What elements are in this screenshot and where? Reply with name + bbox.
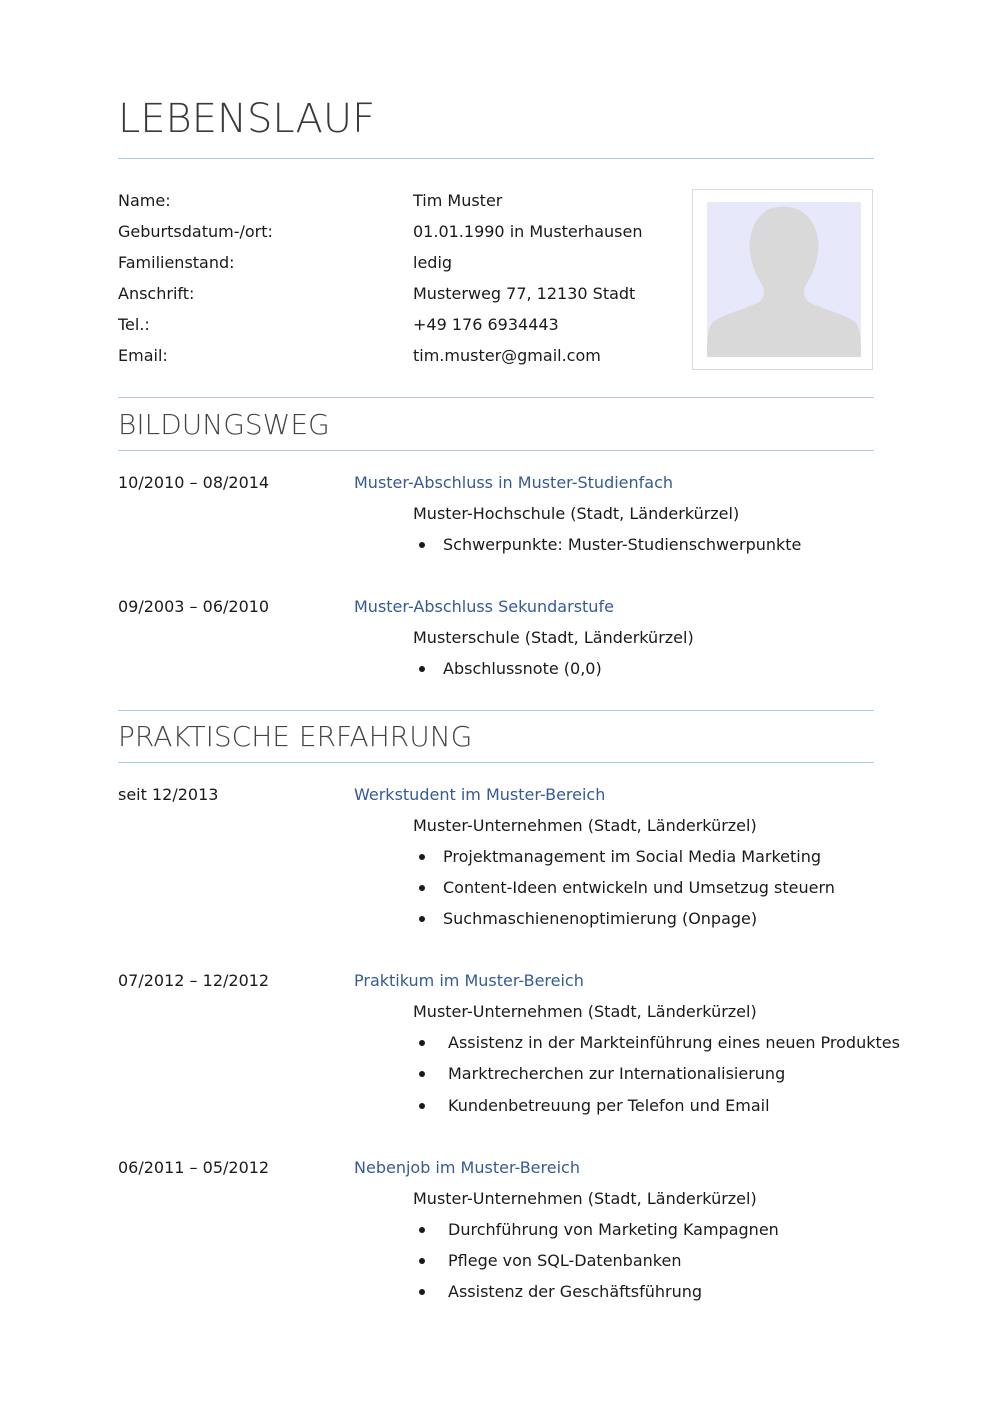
education-top-divider <box>118 397 874 398</box>
entry-bullet-text: Abschlussnote (0,0) <box>443 659 602 678</box>
entry-bullet-text: Marktrecherchen zur Internationalisierung <box>448 1064 786 1083</box>
entry-title: Werkstudent im Muster-Bereich <box>354 785 606 804</box>
entry-institution: Musterschule (Stadt, Länderkürzel) <box>413 628 694 647</box>
bullet-icon <box>419 1103 425 1109</box>
entry-bullet-text: Projektmanagement im Social Media Marketing <box>443 847 821 866</box>
page-title: LEBENSLAUF <box>118 96 376 142</box>
profile-photo-frame <box>692 189 873 370</box>
bullet-icon <box>419 885 425 891</box>
experience-top-divider <box>118 710 874 711</box>
value-email: tim.muster@gmail.com <box>413 346 601 365</box>
entry-bullet-text: Assistenz der Geschäftsführung <box>448 1282 703 1301</box>
entry-bullet-text: Kundenbetreuung per Telefon und Email <box>448 1096 770 1115</box>
entry-bullet-text: Pflege von SQL-Datenbanken <box>448 1251 682 1270</box>
entry-date: 10/2010 – 08/2014 <box>118 473 270 492</box>
entry-institution: Muster-Unternehmen (Stadt, Länderkürzel) <box>413 816 757 835</box>
entry-title: Muster-Abschluss in Muster-Studienfach <box>354 473 674 492</box>
entry-bullet-text: Durchführung von Marketing Kampagnen <box>448 1220 779 1239</box>
entry-title: Praktikum im Muster-Bereich <box>354 971 584 990</box>
bullet-icon <box>419 1040 425 1046</box>
bullet-icon <box>419 1258 425 1264</box>
bullet-icon <box>419 1071 425 1077</box>
value-birth: 01.01.1990 in Musterhausen <box>413 222 643 241</box>
experience-bottom-divider <box>118 762 874 763</box>
bullet-icon <box>419 1227 425 1233</box>
entry-bullet-text: Suchmaschienenoptimierung (Onpage) <box>443 909 758 928</box>
value-phone: +49 176 6934443 <box>413 315 559 334</box>
section-heading-education: BILDUNGSWEG <box>118 408 330 441</box>
bullet-icon <box>419 542 425 548</box>
entry-title: Nebenjob im Muster-Bereich <box>354 1158 580 1177</box>
entry-institution: Muster-Unternehmen (Stadt, Länderkürzel) <box>413 1189 757 1208</box>
value-name: Tim Muster <box>413 191 503 210</box>
section-heading-experience: PRAKTISCHE ERFAHRUNG <box>118 720 473 753</box>
bullet-icon <box>419 854 425 860</box>
entry-bullet-text: Content-Ideen entwickeln und Umsetzug steuern <box>443 878 835 897</box>
entry-date: 06/2011 – 05/2012 <box>118 1158 270 1177</box>
entry-institution: Muster-Unternehmen (Stadt, Länderkürzel) <box>413 1002 757 1021</box>
label-name: Name: <box>118 191 171 210</box>
entry-date: 09/2003 – 06/2010 <box>118 597 270 616</box>
bullet-icon <box>419 916 425 922</box>
label-phone: Tel.: <box>118 315 150 334</box>
person-silhouette-icon <box>707 202 861 357</box>
education-bottom-divider <box>118 450 874 451</box>
entry-date: seit 12/2013 <box>118 785 219 804</box>
label-birth: Geburtsdatum-/ort: <box>118 222 273 241</box>
entry-date: 07/2012 – 12/2012 <box>118 971 270 990</box>
entry-bullet-text: Schwerpunkte: Muster-Studienschwerpunkte <box>443 535 802 554</box>
value-marital-status: ledig <box>413 253 453 272</box>
entry-institution: Muster-Hochschule (Stadt, Länderkürzel) <box>413 504 740 523</box>
entry-bullet-text: Assistenz in der Markteinführung eines neuen Produktes <box>448 1033 900 1052</box>
title-divider <box>118 158 874 159</box>
label-marital-status: Familienstand: <box>118 253 235 272</box>
label-address: Anschrift: <box>118 284 195 303</box>
bullet-icon <box>419 1289 425 1295</box>
entry-title: Muster-Abschluss Sekundarstufe <box>354 597 614 616</box>
value-address: Musterweg 77, 12130 Stadt <box>413 284 636 303</box>
bullet-icon <box>419 666 425 672</box>
label-email: Email: <box>118 346 168 365</box>
